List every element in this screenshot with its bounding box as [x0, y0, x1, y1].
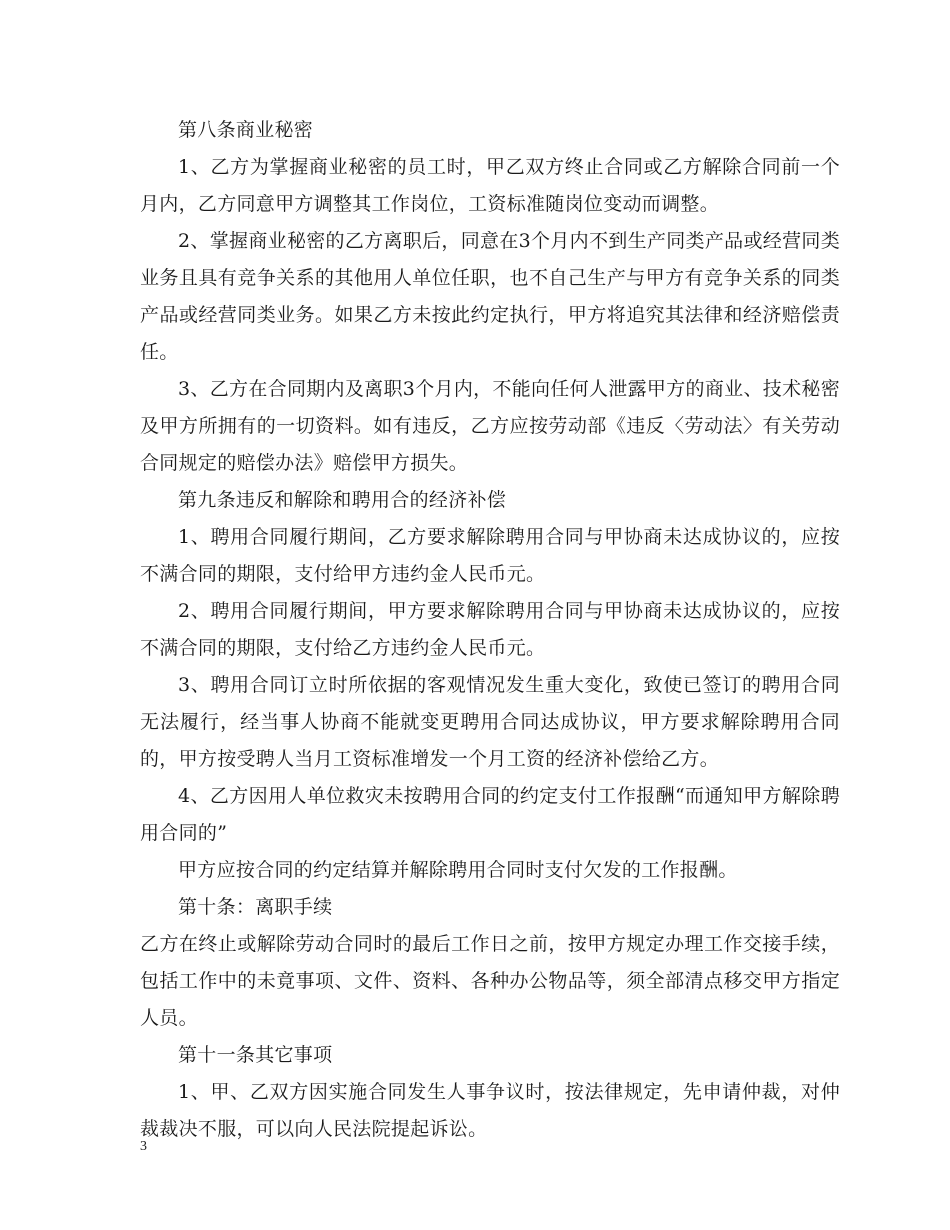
- paragraph: 1、甲、乙双方因实施合同发生人事争议时，按法律规定，先申请仲裁，对仲裁裁决不服，可以向人民法院提起诉讼。: [140, 1081, 840, 1140]
- paragraph: 1、聘用合同履行期间，乙方要求解除聘用合同与甲协商未达成协议的，应按不满合同的期限，支付给甲方违约金人民币元。: [140, 526, 840, 585]
- paragraph: 4、乙方因用人单位救灾未按聘用合同的约定支付工作报酬“而通知甲方解除聘用合同的”: [140, 785, 840, 844]
- paragraph: 2、聘用合同履行期间，甲方要求解除聘用合同与甲协商未达成协议的，应按不满合同的期限，支付给乙方违约金人民币元。: [140, 600, 840, 659]
- section-heading-article-11: 第十一条其它事项: [178, 1044, 333, 1066]
- paragraph: 2、掌握商业秘密的乙方离职后，同意在3个月内不到生产同类产品或经营同类业务且具有竞争关系的其他用人单位任职，也不自己生产与甲方有竞争关系的同类产品或经营同类业务。如果乙方未按此约定执行，甲方将追究其法律和经济赔偿责任。: [140, 230, 840, 363]
- paragraph: 1、乙方为掌握商业秘密的员工时，甲乙双方终止合同或乙方解除合同前一个月内，乙方同意甲方调整其工作岗位，工资标准随岗位变动而调整。: [140, 156, 840, 215]
- page-number: 3: [140, 1139, 147, 1154]
- paragraph: 甲方应按合同的约定结算并解除聘用合同时支付欠发的工作报酬。: [178, 859, 738, 881]
- paragraph: 乙方在终止或解除劳动合同时的最后工作日之前，按甲方规定办理工作交接手续，包括工作中的未竟事项、文件、资料、各种办公物品等，须全部清点移交甲方指定人员。: [140, 933, 840, 1029]
- paragraph: 3、乙方在合同期内及离职3个月内，不能向任何人泄露甲方的商业、技术秘密及甲方所拥有的一切资料。如有违反，乙方应按劳动部《违反〈劳动法〉有关劳动合同规定的赔偿办法》赔偿甲方损失。: [140, 378, 840, 474]
- paragraph: 3、聘用合同订立时所依据的客观情况发生重大变化，致使已签订的聘用合同无法履行，经当事人协商不能就变更聘用合同达成协议，甲方要求解除聘用合同的，甲方按受聘人当月工资标准增发一个月工资的经济补偿给乙方。: [140, 674, 840, 770]
- section-heading-article-10: 第十条：离职手续: [178, 896, 333, 918]
- document-body: [140, 112, 840, 1148]
- section-heading-article-8: 第八条商业秘密: [178, 119, 314, 141]
- section-heading-article-9: 第九条违反和解除和聘用合的经济补偿: [178, 489, 507, 511]
